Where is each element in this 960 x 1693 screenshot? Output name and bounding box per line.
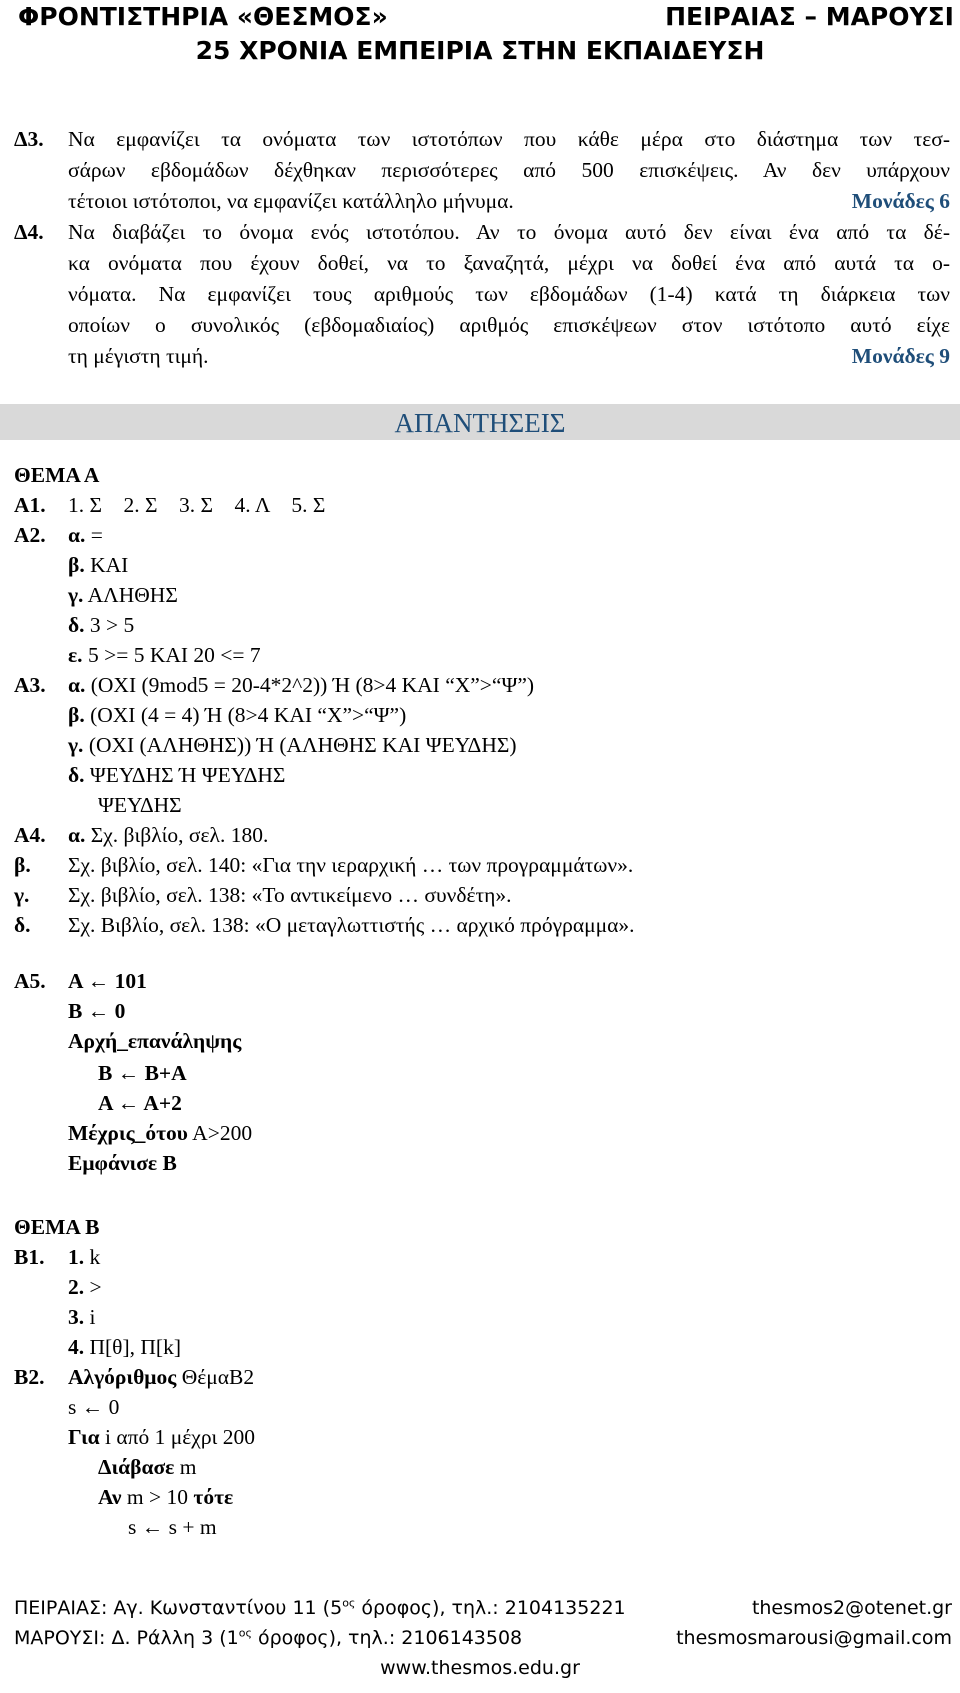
footer-email: thesmos2@otenet.gr: [751, 1597, 952, 1619]
answer-b1-item: [0, 1302, 960, 1332]
item-text: Π[θ], Π[k]: [84, 1335, 181, 1359]
item-letter: α.: [68, 523, 86, 547]
answer-label: Β1.: [14, 1245, 45, 1269]
answer-a2-item: [0, 580, 960, 610]
question-d3-line: [0, 186, 960, 216]
question-text: κα ονόματα που έχουν δοθεί, να το ξαναζητά, μέχρι να δοθεί ένα από αυτά τα ο-: [68, 251, 950, 275]
item-number: 4.: [68, 1335, 85, 1359]
item-number: 1.: [68, 1245, 85, 1269]
question-d4-line: [0, 310, 960, 340]
item-letter: α.: [68, 823, 86, 847]
item-text: Σχ. βιβλίο, σελ. 138: «Το αντικείμενο … συνδέτη».: [68, 883, 512, 907]
page-header: [0, 2, 960, 34]
header-locations: ΠΕΙΡΑΙΑΣ – ΜΑΡΟΥΣΙ: [665, 2, 954, 31]
answer-a5-code-line: Εμφάνισε Β: [68, 1151, 177, 1175]
answer-b2-code-line: s ← 0: [68, 1395, 120, 1419]
answer-a5-code-line: Αρχή_επανάληψης: [68, 1029, 242, 1053]
question-text: τη μέγιστη τιμή.: [68, 344, 209, 368]
item-number: 2.: [68, 1275, 85, 1299]
answer-label: Α3.: [14, 673, 46, 697]
question-d4-line: [0, 248, 960, 278]
answer-label: Α2.: [14, 523, 46, 547]
item-letter: ε.: [68, 643, 83, 667]
answer-a4-item: [0, 880, 960, 910]
answer-a3-item: [0, 760, 960, 790]
answer-text: 1. Σ 2. Σ 3. Σ 4. Λ 5. Σ: [68, 493, 326, 517]
item-letter: γ.: [68, 583, 84, 607]
item-text: 5 >= 5 ΚΑΙ 20 <= 7: [82, 643, 261, 667]
answer-a2-item: [0, 520, 960, 550]
answer-label: Α5.: [14, 969, 46, 993]
item-letter: β.: [14, 853, 31, 877]
footer-address: ΜΑΡΟΥΣΙ: Δ. Ράλλη 3 ($1^{o\varsigma}$ όροφος), τηλ.: 2106143508: [14, 1626, 523, 1649]
item-letter: δ.: [68, 613, 85, 637]
answer-a5-code-line: Β ← Β+Α: [98, 1061, 187, 1085]
answer-a5-code-line: Μέχρις_ότου Α>200: [68, 1121, 253, 1145]
question-label: Δ4.: [14, 220, 44, 244]
answer-b2-code-line: Αν m > 10 τότε: [98, 1485, 234, 1509]
item-letter: δ.: [68, 763, 85, 787]
answer-a3-item: [0, 700, 960, 730]
item-text: Σχ. Βιβλίο, σελ. 138: «Ο μεταγλωττιστής … αρχικό πρόγραμμα».: [68, 913, 635, 937]
question-text: Να εμφανίζει τα ονόματα των ιστοτόπων που κάθε μέρα στο διάστημα των τεσ-: [68, 127, 950, 151]
answer-a1: [0, 490, 960, 520]
item-letter: β.: [68, 703, 85, 727]
header-subtitle: 25 ΧΡΟΝΙΑ ΕΜΠΕΙΡΙΑ ΣΤΗΝ ΕΚΠΑΙΔΕΥΣΗ: [195, 36, 765, 65]
item-text: ΚΑΙ: [84, 553, 129, 577]
answer-label: Α4.: [14, 823, 46, 847]
answer-a3-item: [0, 730, 960, 760]
answer-b2-code-line: Διάβασε m: [98, 1455, 197, 1479]
answer-a5-code-line: Α5. Α ← 101: [0, 966, 960, 996]
answer-b1-item: [0, 1242, 960, 1272]
question-d3-line: [0, 124, 960, 154]
header-school-name: ΦΡΟΝΤΙΣΤΗΡΙΑ «ΘΕΣΜΟΣ»: [18, 2, 388, 31]
item-number: 3.: [68, 1305, 85, 1329]
answer-a5-code-line: Α ← Α+2: [98, 1091, 182, 1115]
section-title: ΘΕΜΑ Β: [14, 1215, 100, 1239]
question-text: τέτοιοι ιστότοποι, να εμφανίζει κατάλληλο μήνυμα.: [68, 189, 514, 213]
footer-website: www.thesmos.edu.gr: [380, 1657, 580, 1679]
item-letter: γ.: [14, 883, 30, 907]
answer-a4-item: [0, 820, 960, 850]
answer-b2-code-line: Β2. Αλγόριθμος ΘέμαΒ2: [0, 1362, 960, 1392]
footer-email: thesmosmarousi@gmail.com: [676, 1627, 952, 1649]
item-text: >: [84, 1275, 102, 1299]
answer-a2-item: [0, 550, 960, 580]
item-text: (ΟΧΙ (ΑΛΗΘΗΣ)) Ή (ΑΛΗΘΗΣ ΚΑΙ ΨΕΥΔΗΣ): [83, 733, 517, 757]
question-text: σάρων εβδομάδων δέχθηκαν περισσότερες από 500 επισκέψεις. Αν δεν υπάρχουν: [68, 158, 950, 182]
answers-title: ΑΠΑΝΤΗΣΕΙΣ: [394, 408, 566, 438]
question-d4-line: [0, 217, 960, 247]
footer-line-marousi: [0, 1624, 960, 1652]
answer-a4-item: [0, 850, 960, 880]
item-letter: γ.: [68, 733, 84, 757]
answer-b1-item: [0, 1272, 960, 1302]
question-text: οποίων ο συνολικός (εβδομαδιαίος) αριθμός επισκέψεων στον ιστότοπο αυτό είχε: [68, 313, 950, 337]
answer-a4-item: [0, 910, 960, 940]
question-points: Μονάδες 9: [851, 344, 950, 368]
question-d3-line: [0, 155, 960, 185]
item-text: (ΟΧΙ (4 = 4) Ή (8>4 ΚΑΙ “Χ”>“Ψ”): [84, 703, 407, 727]
answer-a5-code-line: Β ← 0: [68, 999, 126, 1023]
question-d4-line: [0, 341, 960, 371]
question-text: νόματα. Να εμφανίζει τους αριθμούς των εβδομάδων (1-4) κατά τη διάρκεια των: [68, 282, 950, 306]
question-text: Να διαβάζει το όνομα ενός ιστοτόπου. Αν το όνομα αυτό δεν είναι ένα από τα δέ-: [68, 220, 950, 244]
footer-address: ΠΕΙΡΑΙΑΣ: Αγ. Κωνσταντίνου 11 ($5^{o\varsigma}$ όροφος), τηλ.: 2104135221: [14, 1596, 626, 1619]
item-text: 3 > 5: [84, 613, 135, 637]
question-label: Δ3.: [14, 127, 44, 151]
question-points: Μονάδες 6: [851, 189, 950, 213]
item-text: i: [84, 1305, 96, 1329]
item-text: (ΟΧΙ (9mod5 = 20-4*2^2)) Ή (8>4 ΚΑΙ “Χ”>“Ψ”): [85, 673, 535, 697]
answer-a2-item: [0, 640, 960, 670]
answer-label: Β2.: [14, 1365, 45, 1389]
answer-a2-item: [0, 610, 960, 640]
answer-label: Α1.: [14, 493, 46, 517]
item-text: k: [84, 1245, 101, 1269]
footer-line-piraeus: [0, 1594, 960, 1622]
answer-a3-item: [0, 670, 960, 700]
answer-b1-item: [0, 1332, 960, 1362]
answers-banner: [0, 404, 960, 440]
item-letter: δ.: [14, 913, 31, 937]
item-letter: α.: [68, 673, 86, 697]
section-title: ΘΕΜΑ Α: [14, 463, 100, 487]
answer-b2-code-line: Για i από 1 μέχρι 200: [68, 1425, 255, 1449]
item-letter: β.: [68, 553, 85, 577]
item-text: =: [85, 523, 103, 547]
item-text: ΑΛΗΘΗΣ: [83, 583, 178, 607]
item-text: Σχ. βιβλίο, σελ. 180.: [85, 823, 269, 847]
answer-a3-result: ΨΕΥΔΗΣ: [98, 793, 182, 817]
item-text: Σχ. βιβλίο, σελ. 140: «Για την ιεραρχική … των προγραμμάτων».: [68, 853, 634, 877]
question-d4-line: [0, 279, 960, 309]
item-text: ΨΕΥΔΗΣ Ή ΨΕΥΔΗΣ: [84, 763, 286, 787]
answer-b2-code-line: s ← s + m: [128, 1515, 217, 1539]
